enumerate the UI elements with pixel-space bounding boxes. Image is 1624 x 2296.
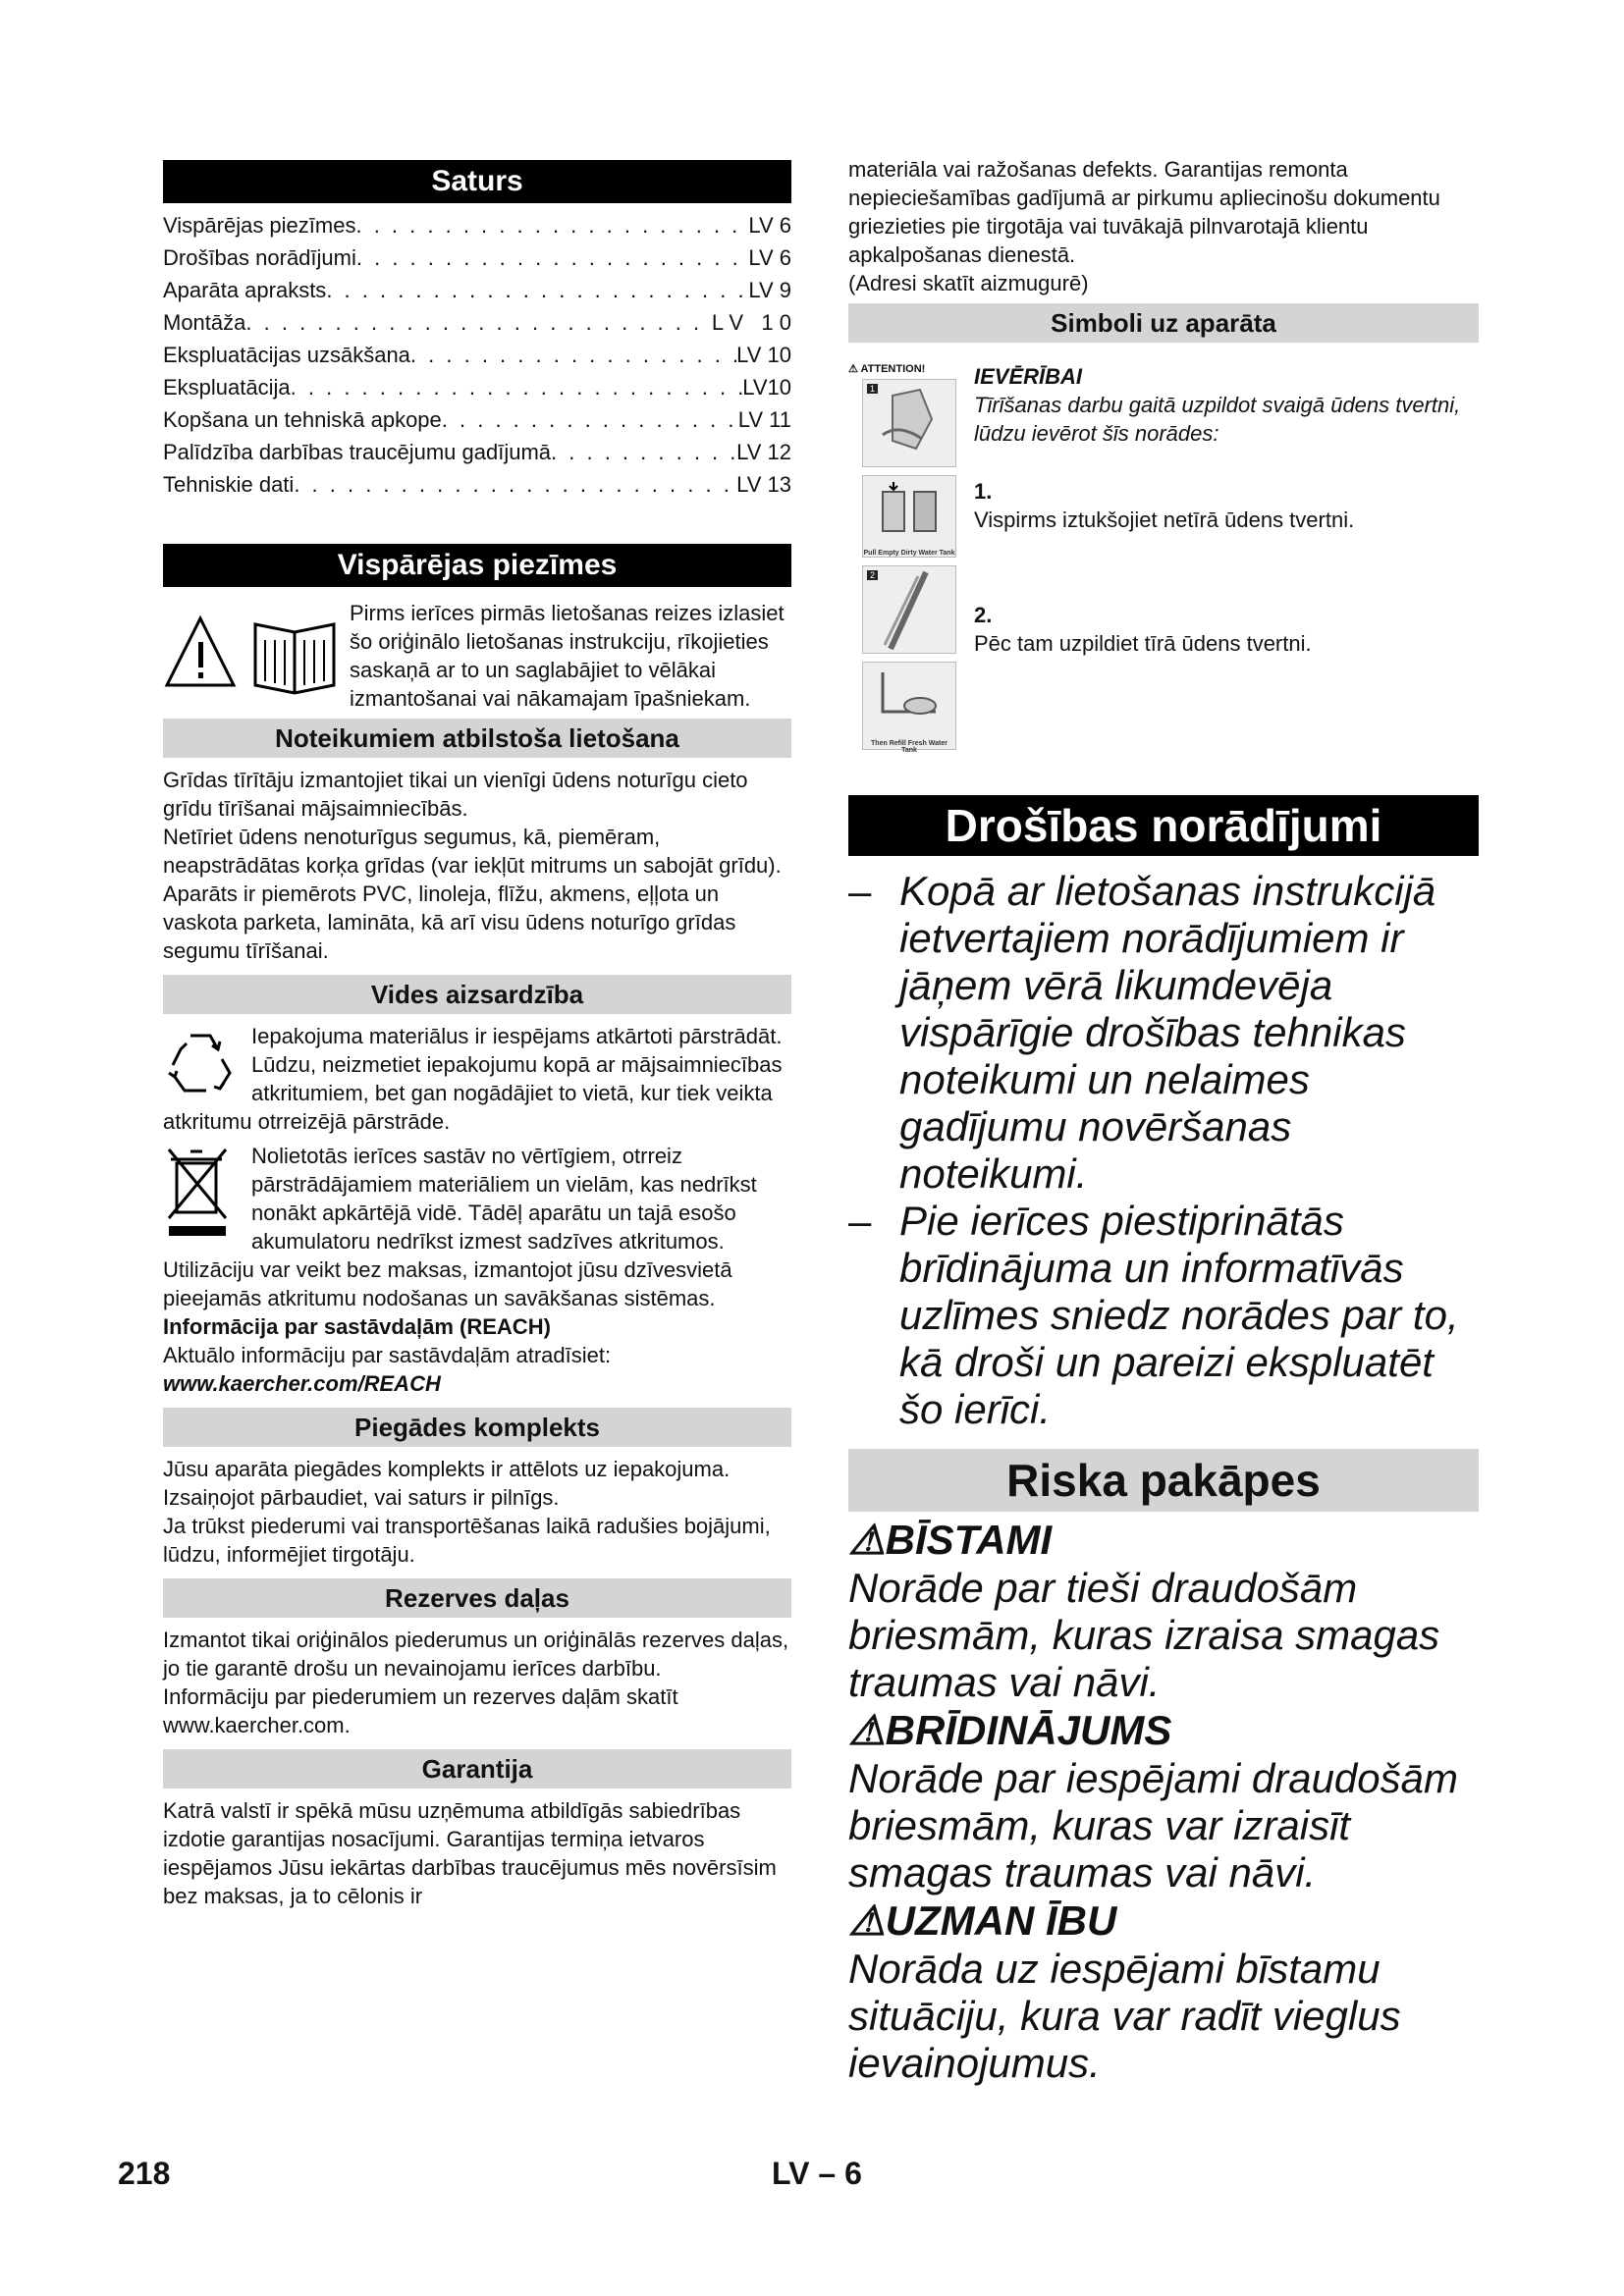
toc-leader-dots	[294, 468, 736, 501]
step-2-number: 2.	[974, 603, 993, 627]
symbol-images	[848, 362, 962, 758]
symbol-image-4: Then Refill Fresh Water Tank	[862, 662, 956, 750]
toc-item[interactable]	[163, 209, 791, 241]
toc-item-page: LV 6	[748, 245, 791, 270]
reach-title: Informācija par sastāvdaļām (REACH)	[163, 1314, 551, 1339]
symbol-image-3: 2	[862, 565, 956, 654]
crossed-bin-icon	[163, 1144, 232, 1238]
risk-levels-heading: Riska pakāpes	[848, 1449, 1479, 1512]
safety-item-2: – Pie ierīces piestiprinātās brīdinājuma un informatīvās uzlīmes sniedz norādes par to, kā droši un pareizi ekspluatēt šo ierīci.	[848, 1198, 1459, 1432]
reach-text: Aktuālo informāciju par sastāvdaļām atradīsiet:	[163, 1343, 612, 1367]
dirty-tank-icon	[863, 476, 955, 545]
warranty-heading: Garantija	[163, 1749, 791, 1789]
toc-heading: Saturs	[163, 160, 791, 203]
toc-item-title: Ekspluatācijas uzsākšana	[163, 343, 410, 367]
symbol-image-2: Pull Empty Dirty Water Tank	[862, 475, 956, 558]
symbol-notice-heading: IEVĒRĪBAI	[974, 364, 1083, 389]
toc-item-page: LV 6	[748, 213, 791, 238]
warranty-p2: (Adresi skatīt aizmugurē)	[848, 271, 1089, 295]
step-2-text: Pēc tam uzpildiet tīrā ūdens tvertni.	[974, 631, 1312, 656]
attention-label: ⚠ ATTENTION!	[848, 363, 926, 375]
page-label: LV – 6	[772, 2156, 862, 2191]
caution-text: Norāda uz iespējami bīstamu situāciju, kura var radīt vieglus ievainojumus.	[848, 1946, 1401, 2086]
danger-text: Norāde par tieši draudošām briesmām, kuras izraisa smagas traumas vai nāvi.	[848, 1565, 1440, 1705]
toc-leader-dots	[355, 209, 748, 241]
warranty-p1-continued: materiāla vai ražošanas defekts. Garantijas remonta nepieciešamības gadījumā ar pirkumu apliecinošu dokumentu griezieties pie tirgotāja vai tuvākajā pilnvarotajā klientu apkalpošanas dienestā.	[848, 157, 1440, 267]
recycling-block	[163, 1022, 791, 1136]
warning-book-icon	[163, 613, 340, 695]
left-column	[163, 160, 791, 1910]
toc-item-title: Aparāta apraksts	[163, 278, 327, 302]
symbol-text	[962, 362, 1479, 758]
attention-icon: ⚠	[848, 363, 858, 375]
toc-item[interactable]	[163, 339, 791, 371]
warning-text: Norāde par iespējami draudošām briesmām, kuras var izraisīt smagas traumas vai nāvi.	[848, 1755, 1458, 1896]
symbols-block	[848, 362, 1479, 758]
toc-item-title: Montāža	[163, 310, 246, 335]
general-notes-heading: Vispārējas piezīmes	[163, 544, 791, 587]
intended-use-heading: Noteikumiem atbilstoša lietošana	[163, 719, 791, 758]
page-number: 218	[118, 2156, 171, 2191]
toc-item-title: Tehniskie dati	[163, 472, 295, 497]
recycling-text: Iepakojuma materiālus ir iespējams atkārtoti pārstrādāt. Lūdzu, neizmetiet iepakojumu kopā ar mājsaimniecības atkritumiem, bet gan nogādājiet to vietā, kur tiek veikta atkritumu otrreizējā pārstrāde.	[163, 1024, 783, 1134]
safety-heading: Drošības norādījumi	[848, 795, 1479, 856]
toc-item-page: LV 12	[736, 440, 791, 464]
toc-item[interactable]	[163, 274, 791, 306]
disposal-text: Nolietotās ierīces sastāv no vērtīgiem, otrreiz pārstrādājamiem materiāliem un vielām, kas nedrīkst nonākt apkārtējā vidē. Tādēļ aparātu un tajā esošo akumulatoru nedrīkst izmest sadzīves atkritumos. Utilizāciju var veikt bez maksas, izmantojot jūsu dzīvesvietā pieejamās atkritumu nodošanas un savākšanas sistēmas.	[163, 1144, 757, 1310]
intended-use-p2: Netīriet ūdens nenoturīgus segumus, kā, piemēram, neapstrādātas korķa grīdas (var iekļūt mitrums un sabojāt grīdu).	[163, 825, 782, 878]
toc-item-page: LV 11	[737, 407, 791, 432]
caution-heading: ⚠UZMAN ĪBU	[848, 1897, 1117, 1944]
spare-parts-heading: Rezerves daļas	[163, 1578, 791, 1618]
table-of-contents	[163, 209, 791, 501]
toc-leader-dots	[410, 339, 736, 371]
right-column	[848, 155, 1479, 2087]
symbols-heading: Simboli uz aparāta	[848, 303, 1479, 343]
fresh-tank-icon	[863, 663, 955, 735]
symbol-image-1: 1	[862, 379, 956, 467]
toc-item[interactable]	[163, 306, 791, 339]
toc-item-page: LV 9	[748, 278, 791, 302]
toc-item-title: Palīdzība darbības traucējumu gadījumā	[163, 440, 552, 464]
toc-item-title: Drošības norādījumi	[163, 245, 356, 270]
symbol-intro: Tīrīšanas darbu gaitā uzpildot svaigā ūdens tvertni, lūdzu ievērot šīs norādes:	[974, 393, 1461, 446]
general-notes-block	[163, 599, 791, 713]
reach-link[interactable]: www.kaercher.com/REACH	[163, 1371, 441, 1396]
manual-warning-icons	[163, 599, 350, 700]
warranty-p1: Katrā valstī ir spēkā mūsu uzņēmuma atbildīgās sabiedrības izdotie garantijas nosacījumi. Garantijas termiņa ietvaros iespējamos Jūsu iekārtas darbības traucējumus mēs novērsīsim bez maksas, ja to cēlonis ir	[163, 1798, 777, 1908]
toc-item-page: LV10	[742, 375, 791, 400]
step-1-text: Vispirms iztukšojiet netīrā ūdens tvertni.	[974, 507, 1355, 532]
safety-list	[848, 868, 1479, 1433]
toc-item[interactable]	[163, 241, 791, 274]
risk-levels	[848, 1516, 1479, 2087]
general-notes-text: Pirms ierīces pirmās lietošanas reizes izlasiet šo oriģinālo lietošanas instrukciju, rīkojieties saskaņā ar to un saglabājiet to vēlākai izmantošanai vai nākamajam īpašniekam.	[350, 601, 785, 711]
toc-item-title: Kopšana un tehniskā apkope	[163, 407, 442, 432]
toc-leader-dots	[291, 371, 743, 403]
toc-leader-dots	[356, 241, 749, 274]
toc-item-title: Vispārējas piezīmes	[163, 213, 356, 238]
toc-leader-dots	[326, 274, 748, 306]
toc-item-page: L V 1 0	[711, 310, 791, 335]
danger-heading: ⚠BĪSTAMI	[848, 1517, 1053, 1563]
toc-leader-dots	[551, 436, 736, 468]
delivery-heading: Piegādes komplekts	[163, 1408, 791, 1447]
disposal-block	[163, 1142, 791, 1312]
recycling-icon	[163, 1026, 238, 1100]
toc-leader-dots	[245, 306, 711, 339]
toc-leader-dots	[442, 403, 738, 436]
delivery-p2: Ja trūkst piederumi vai transportēšanas laikā radušies bojājumi, lūdzu, informējiet tirgotāju.	[163, 1514, 771, 1567]
safety-item-1: – Kopā ar lietošanas instrukcijā ietvertajiem norādījumiem ir jāņem vērā likumdevēja vispārīgie drošības tehnikas noteikumi un nelaimes gadījumu novēršanas noteikumi.	[848, 868, 1436, 1197]
intended-use-p1: Grīdas tīrītāju izmantojiet tikai un vienīgi ūdens noturīgu cieto grīdu tīrīšanai mājsaimniecībās.	[163, 768, 748, 821]
spare-parts-p1: Izmantot tikai oriģinālos piederumus un oriģinālās rezerves daļas, jo tie garantē drošu un nevainojamu ierīces darbību.	[163, 1628, 789, 1681]
spare-parts-p2: Informāciju par piederumiem un rezerves daļām skatīt www.kaercher.com.	[163, 1684, 678, 1737]
toc-item[interactable]	[163, 403, 791, 436]
warning-heading: ⚠BRĪDINĀJUMS	[848, 1707, 1172, 1753]
toc-item-page: LV 13	[736, 472, 791, 497]
toc-item-title: Ekspluatācija	[163, 375, 291, 400]
step-1-number: 1.	[974, 479, 993, 504]
delivery-p1: Jūsu aparāta piegādes komplekts ir attēlots uz iepakojuma. Izsaiņojot pārbaudiet, vai saturs ir pilnīgs.	[163, 1457, 731, 1510]
toc-item[interactable]	[163, 468, 791, 501]
intended-use-p3: Aparāts ir piemērots PVC, linoleja, flīžu, akmens, eļļota un vaskota parketa, lamināta, kā arī visu ūdens noturīgo grīdas segumu tīrīšanai.	[163, 881, 736, 963]
toc-item[interactable]	[163, 436, 791, 468]
toc-item-page: LV 10	[736, 343, 791, 367]
environment-heading: Vides aizsardzība	[163, 975, 791, 1014]
toc-item[interactable]	[163, 371, 791, 403]
